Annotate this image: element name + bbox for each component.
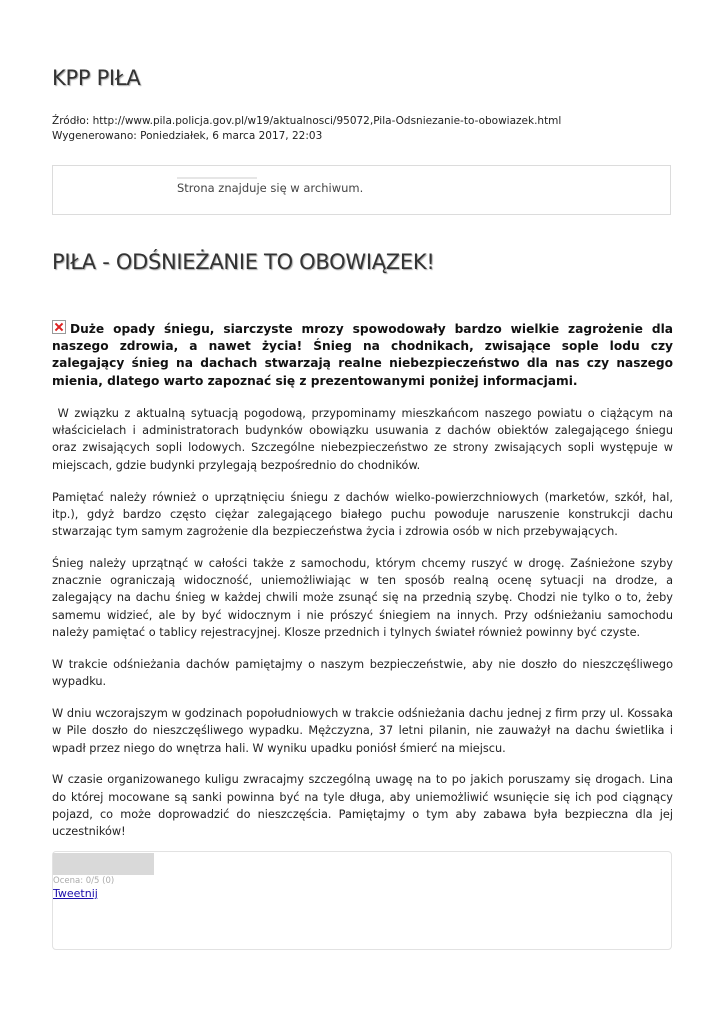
- rating-widget[interactable]: [53, 853, 154, 875]
- site-title: KPP PIŁA: [52, 66, 141, 90]
- article-content: [52, 320, 677, 855]
- archive-notice: Strona znajduje się w archiwum.: [177, 181, 364, 195]
- article-paragraph: W trakcie odśnieżania dachów pamiętajmy o naszym bezpieczeństwie, aby nie doszło do nieszczęśliwego wypadku.: [52, 657, 673, 689]
- lead-text: Duże opady śniegu, siarczyste mrozy spowodowały bardzo wielkie zagrożenie dla naszego zdrowia, a nawet życia! Śnieg na chodnikach, zwisające sople lodu czy zalegający śnieg na dachach stwarzają realne niebezpieczeństwo dla nas czy naszego mienia, dlatego warto zapoznać się z prezentowanymi poniżej informacjami.: [52, 322, 673, 388]
- article-paragraph: W dniu wczorajszym w godzinach popołudniowych w trakcie odśnieżania dachu jednej z firm przy ul. Kossaka w Pile doszło do nieszczęśliwego wypadku. Mężczyzna, 37 letni pilanin, nie zauważył na dachu świetlika i wpadł przez niego do wnętrza hali. W wyniku upadku poniósł śmierć na miejscu.: [52, 706, 673, 755]
- article-title: PIŁA - ODŚNIEŻANIE TO OBOWIĄZEK!: [52, 250, 435, 274]
- broken-image-icon: [52, 320, 66, 334]
- article-paragraph: W związku z aktualną sytuacją pogodową, przypominamy mieszkańcom naszego powiatu o ciążącym na właścicielach i administratorach budynków obowiązku usuwania z dachów obiektów zalegającego śniegu oraz zwisających sopli lodowych. Szczególne niebezpieczeństwo ze strony zwisających sopli występuje w miejscach, gdzie budynki przylegają bezpośrednio do chodników.: [52, 406, 677, 472]
- article-paragraph: Pamiętać należy również o uprzątnięciu śniegu z dachów wielko-powierzchniowych (marketów, szkół, hal, itp.), gdyż bardzo często ciężar zalegającego białego puchu powoduje naruszenie konstrukcji dachu stwarzając tym samym zagrożenie dla bezpieczeństwa życia i zdrowia osób w nich przebywających.: [52, 490, 673, 539]
- archive-notice-box: [52, 165, 671, 215]
- source-url: Źródło: http://www.pila.policja.gov.pl/w19/aktualnosci/95072,Pila-Odsniezanie-to-obowiazek.html: [52, 115, 562, 127]
- archive-divider: [177, 177, 257, 179]
- article-paragraph: W czasie organizowanego kuligu zwracajmy szczególną uwagę na to po jakich poruszamy się drogach. Lina do której mocowane są sanki powinna być na tyle długa, aby uniemożliwić wsunięcie się ich pod ciągnący pojazd, co może doprowadzić do nieszczęścia. Pamiętajmy o tym aby zabawa była bezpieczna dla jej uczestników!: [52, 773, 673, 839]
- article-footer: [52, 851, 672, 950]
- tweet-link[interactable]: Tweetnij: [53, 887, 98, 900]
- article-lead: [52, 320, 673, 390]
- document-meta: [52, 114, 561, 144]
- rating-text: Ocena: 0/5 (0): [53, 876, 115, 886]
- generated-date: Wygenerowano: Poniedziałek, 6 marca 2017, 22:03: [52, 130, 323, 142]
- article-paragraph: Śnieg należy uprzątnąć w całości także z samochodu, którym chcemy ruszyć w drogę. Zaśnieżone szyby znacznie ograniczają widoczność, uniemożliwiając w ten sposób realną ocenę sytuacji na drodze, a zalegający na dachu śnieg w każdej chwili może zsunąć się na przednią szybę. Chodzi nie tylko o to, żeby samemu widzieć, ale by być widocznym i nie prószyć śniegiem na innych. Przy odśnieżaniu samochodu należy pamiętać o tablicy rejestracyjnej. Klosze przednich i tylnych świateł również powinny być czyste.: [52, 556, 673, 640]
